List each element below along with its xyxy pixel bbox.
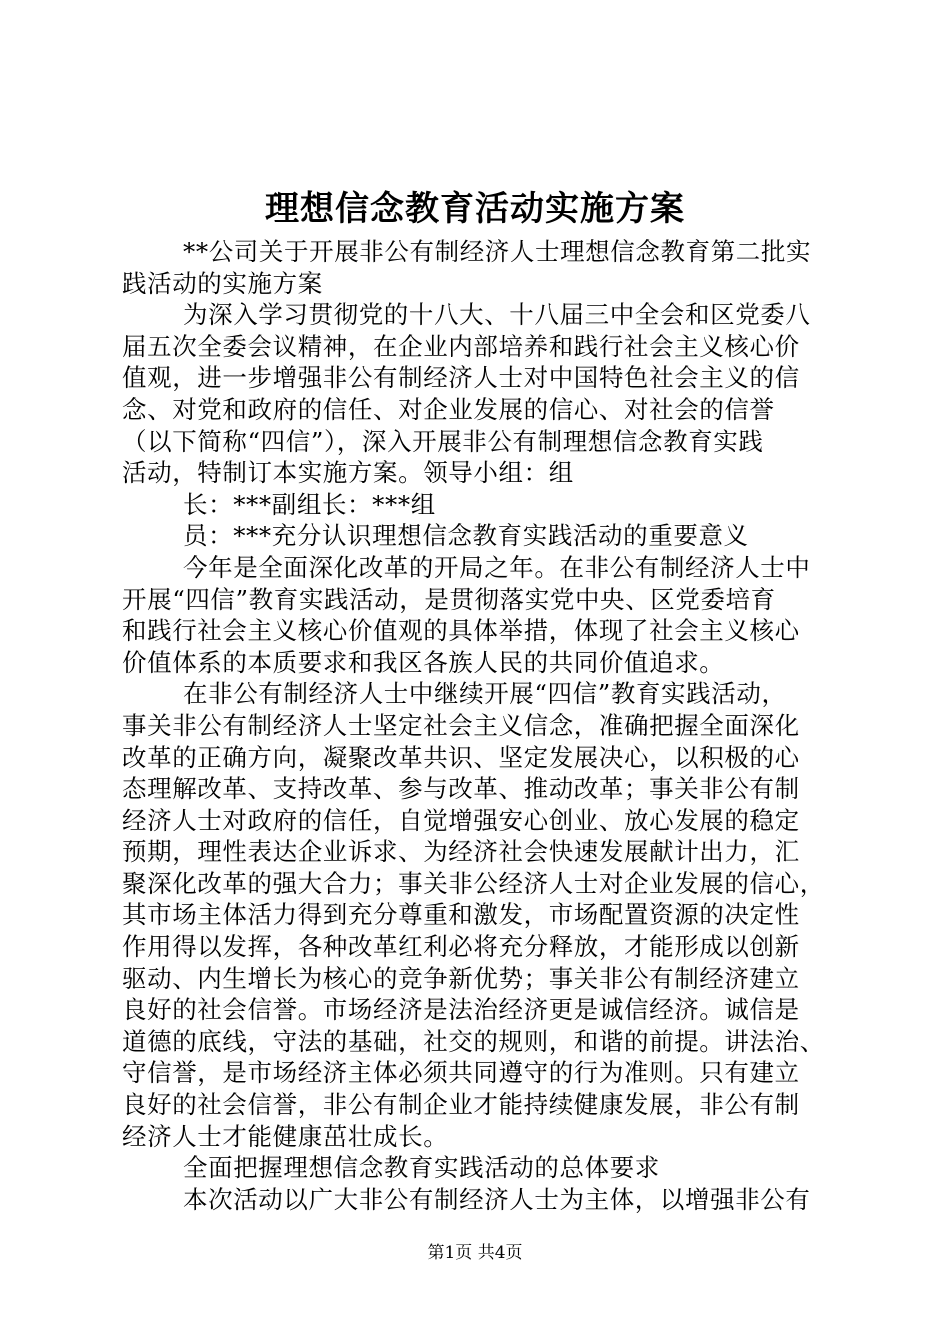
body-line: 和践行社会主义核心价值观的具体举措，体现了社会主义核心: [122, 616, 800, 646]
body-line: 其市场主体活力得到充分尊重和激发，市场配置资源的决定性: [122, 900, 800, 930]
body-line: 值观，进一步增强非公有制经济人士对中国特色社会主义的信: [122, 363, 800, 393]
body-line: 活动，特制订本实施方案。领导小组：组: [122, 458, 574, 488]
body-line: 届五次全委会议精神，在企业内部培养和践行社会主义核心价: [122, 331, 800, 361]
body-line: 道德的底线，守法的基础，社交的规则，和谐的前提。讲法治、: [122, 1026, 825, 1056]
body-line: **公司关于开展非公有制经济人士理想信念教育第二批实: [183, 237, 812, 266]
document-title: 理想信念教育活动实施方案: [265, 189, 685, 229]
body-line: 良好的社会信誉。市场经济是法治经济更是诚信经济。诚信是: [122, 995, 800, 1025]
body-line: 预期，理性表达企业诉求、为经济社会快速发展献计出力，汇: [122, 837, 800, 867]
body-line: 聚深化改革的强大合力；事关非公经济人士对企业发展的信心，: [122, 868, 825, 898]
body-line: 员：***充分认识理想信念教育实践活动的重要意义: [183, 521, 749, 551]
body-line: 在非公有制经济人士中继续开展“四信”教育实践活动，: [183, 679, 787, 709]
body-line: 长：***副组长：***组: [183, 489, 436, 519]
body-line: 念、对党和政府的信任、对企业发展的信心、对社会的信誉: [122, 394, 775, 424]
body-line: 改革的正确方向，凝聚改革共识、坚定发展决心，以积极的心: [122, 742, 800, 772]
body-line: 本次活动以广大非公有制经济人士为主体，以增强非公有: [183, 1184, 811, 1214]
body-line: 全面把握理想信念教育实践活动的总体要求: [183, 1153, 660, 1183]
body-line: 作用得以发挥，各种改革红利必将充分释放，才能形成以创新: [122, 932, 800, 962]
page-number-footer: 第1页 共4页: [427, 1243, 523, 1263]
body-line: 态理解改革、支持改革、参与改革、推动改革；事关非公有制: [122, 774, 800, 804]
body-line: （以下简称“四信”），深入开展非公有制理想信念教育实践: [122, 426, 764, 456]
body-line: 为深入学习贯彻党的十八大、十八届三中全会和区党委八: [183, 300, 811, 330]
body-line: 守信誉，是市场经济主体必须共同遵守的行为准则。只有建立: [122, 1058, 800, 1088]
body-line: 经济人士才能健康茁壮成长。: [122, 1121, 449, 1151]
body-line: 事关非公有制经济人士坚定社会主义信念，准确把握全面深化: [122, 710, 800, 740]
body-line: 开展“四信”教育实践活动，是贯彻落实党中央、区党委培育: [122, 584, 776, 614]
document-body: [122, 236, 836, 1215]
body-line: 价值体系的本质要求和我区各族人民的共同价值追求。: [122, 647, 725, 677]
body-line: 经济人士对政府的信任，自觉增强安心创业、放心发展的稳定: [122, 805, 800, 835]
body-line: 驱动、内生增长为核心的竞争新优势；事关非公有制经济建立: [122, 963, 800, 993]
body-line: 今年是全面深化改革的开局之年。在非公有制经济人士中: [183, 552, 811, 582]
body-line: 践活动的实施方案: [122, 268, 323, 298]
body-line: 良好的社会信誉，非公有制企业才能持续健康发展，非公有制: [122, 1090, 800, 1120]
